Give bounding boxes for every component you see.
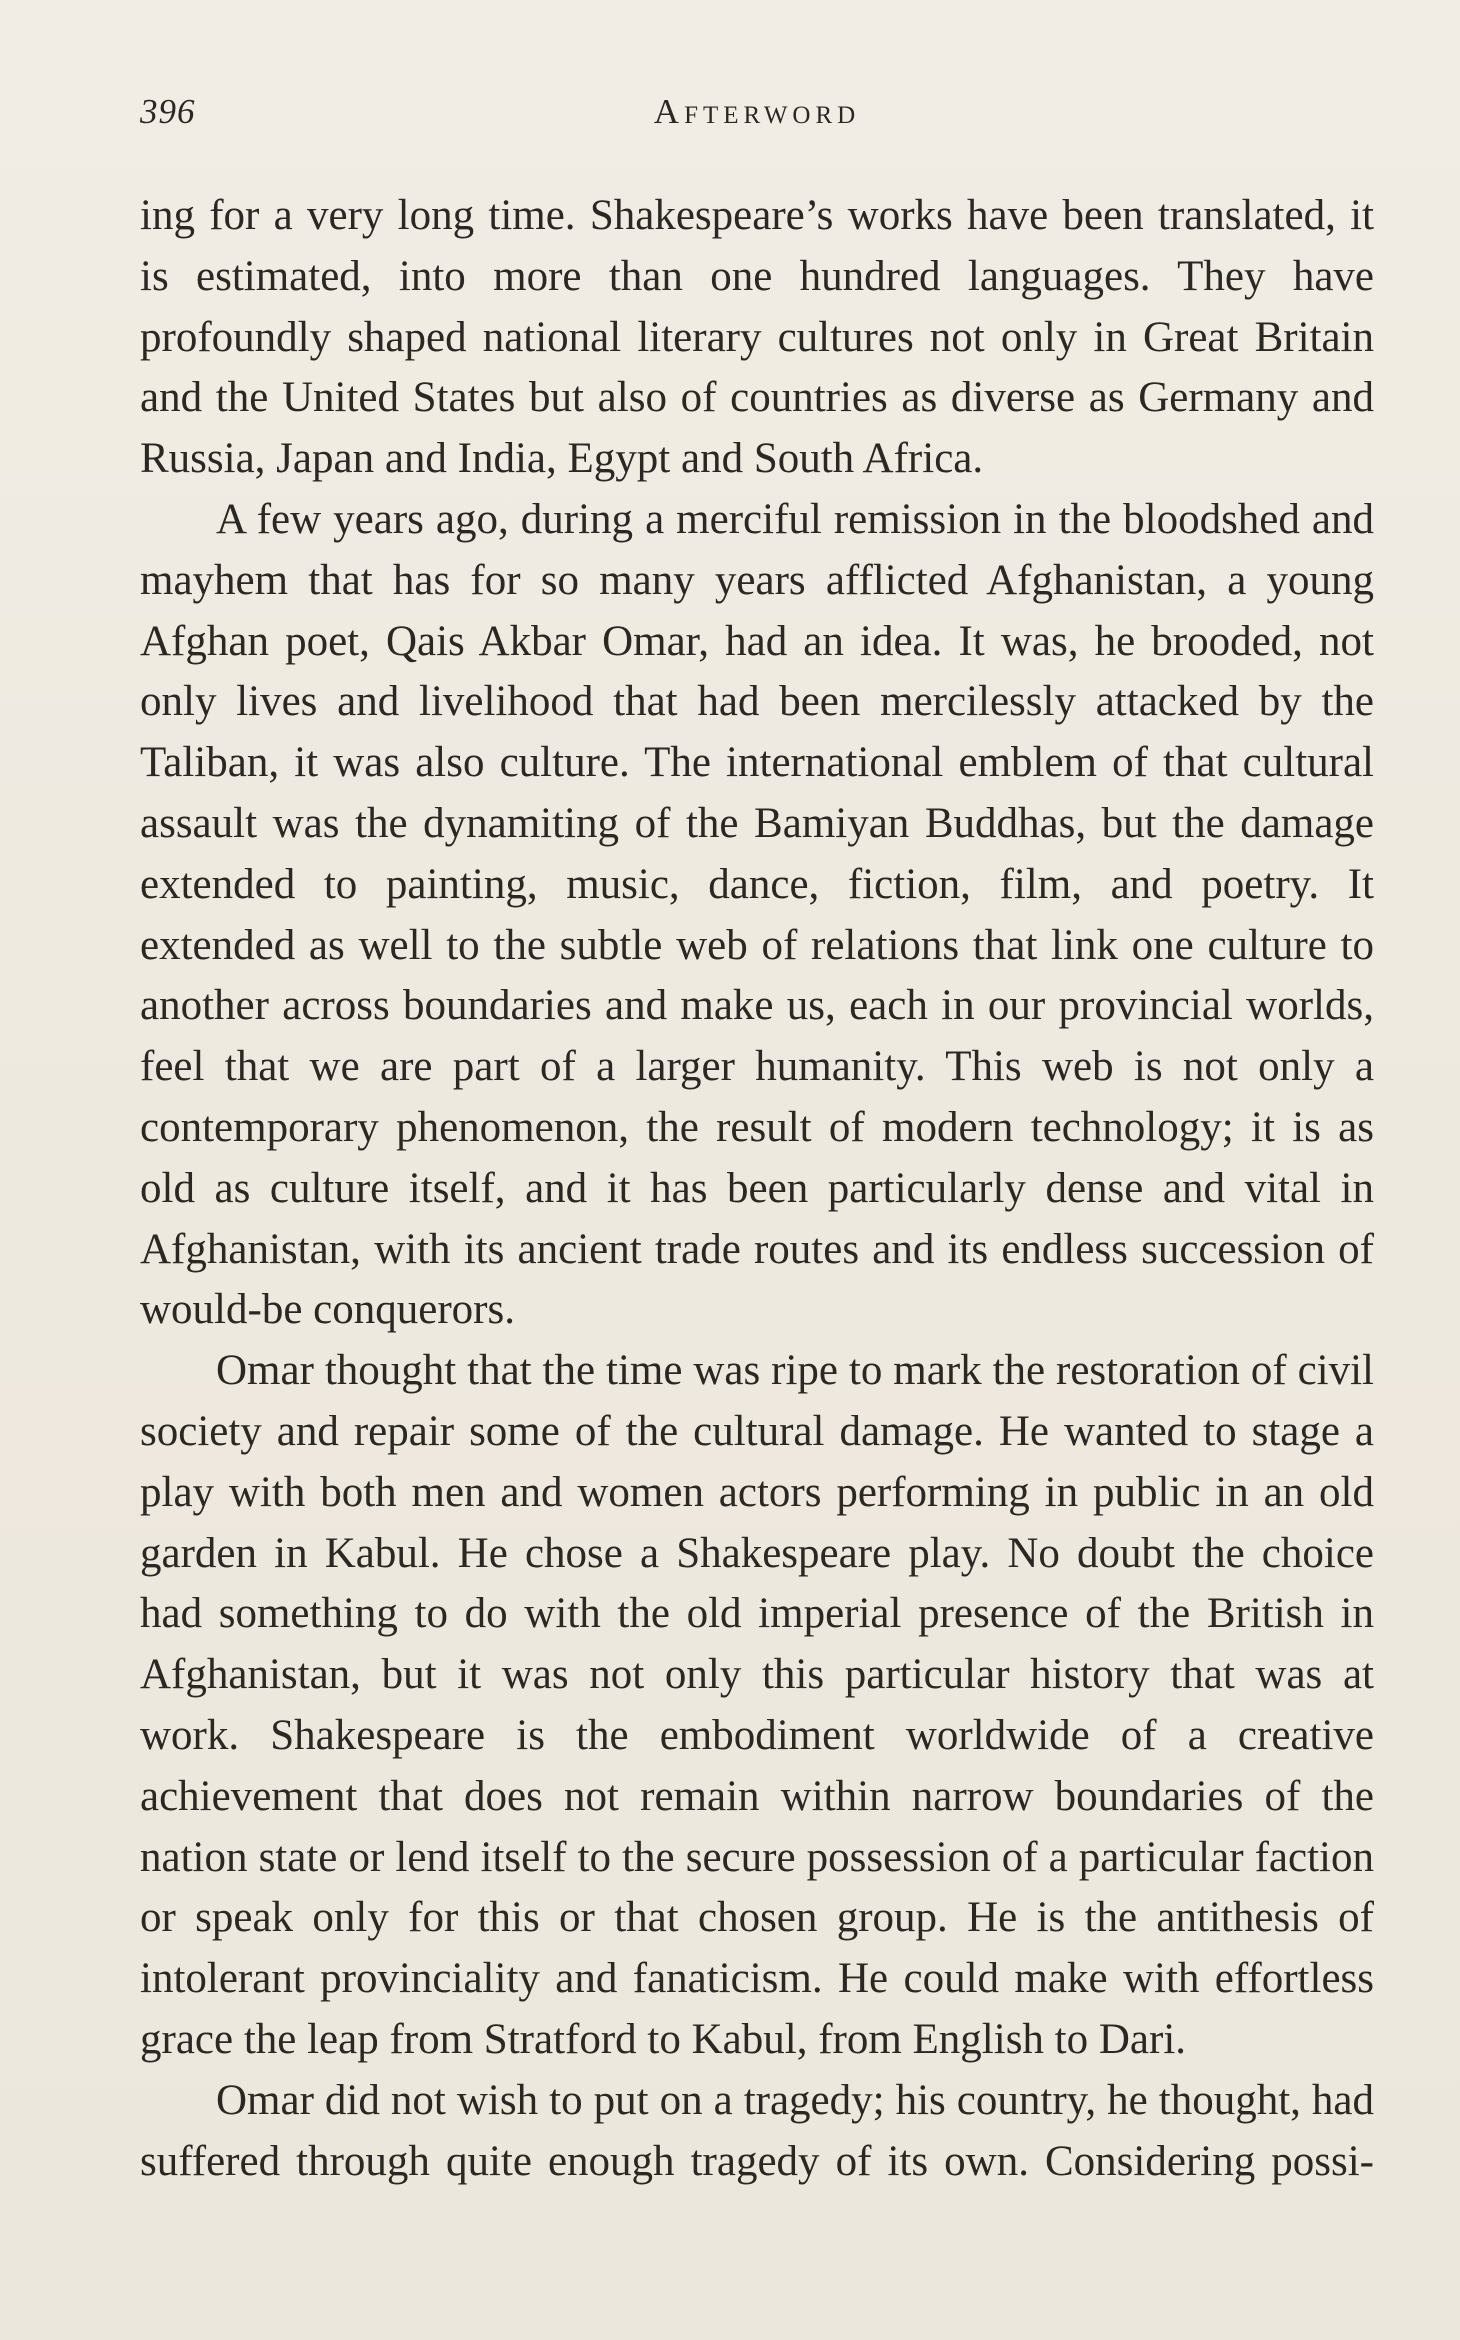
paragraph-no-tragedy: Omar did not wish to put on a tragedy; his country, he thought, had suffered through quite enough tragedy of its own. Considering possi- [140, 2076, 1374, 2185]
paragraph-continued: ing for a very long time. Shakespeare’s works have been translated, it is estimated, into more than one hundred languages. They have profoundly shaped national literary cultures not only in Great Britain and the United States but also of countries as diverse as Germany and Russia, Japan and India, Egypt and South Africa. [140, 192, 1374, 483]
paragraph-omar-idea: A few years ago, during a merciful remission in the bloodshed and mayhem that has for so many years afflicted Afghanistan, a young Afghan poet, Qais Akbar Omar, had an idea. It was, he brooded, not only lives and livelihood that had been mercilessly attacked by the Taliban, it was also culture. The international emblem of that cultural assault was the dynamiting of the Bamiyan Buddhas, but the damage extended to painting, music, dance, fiction, film, and poetry. It extended as well to the subtle web of relations that link one culture to another across boundaries and make us, each in our provincial worlds, feel that we are part of a larger humanity. This web is not only a contemporary phenomenon, the result of modern technology; it is as old as culture itself, and it has been particularly dense and vital in Afghanistan, with its ancient trade routes and its endless succession of would-be conquerors. [140, 495, 1374, 1334]
running-head [140, 92, 1374, 142]
page-number: 396 [140, 92, 196, 131]
body-text [140, 186, 1374, 2192]
running-title: Afterword [653, 92, 861, 131]
paragraph-shakespeare-play: Omar thought that the time was ripe to mark the restoration of civil society and repair some of the cultural damage. He wanted to stage a play with both men and women actors performing in public in an old garden in Kabul. He chose a Shakespeare play. No doubt the choice had something to do with the old imperial presence of the British in Afghanistan, but it was not only this particular history that was at work. Shakespeare is the embodiment worldwide of a creative achievement that does not remain within narrow boundaries of the nation state or lend itself to the secure possession of a particular faction or speak only for this or that chosen group. He is the antithesis of intolerant provinciality and fanaticism. He could make with effortless grace the leap from Stratford to Kabul, from English to Dari. [140, 1347, 1374, 2063]
